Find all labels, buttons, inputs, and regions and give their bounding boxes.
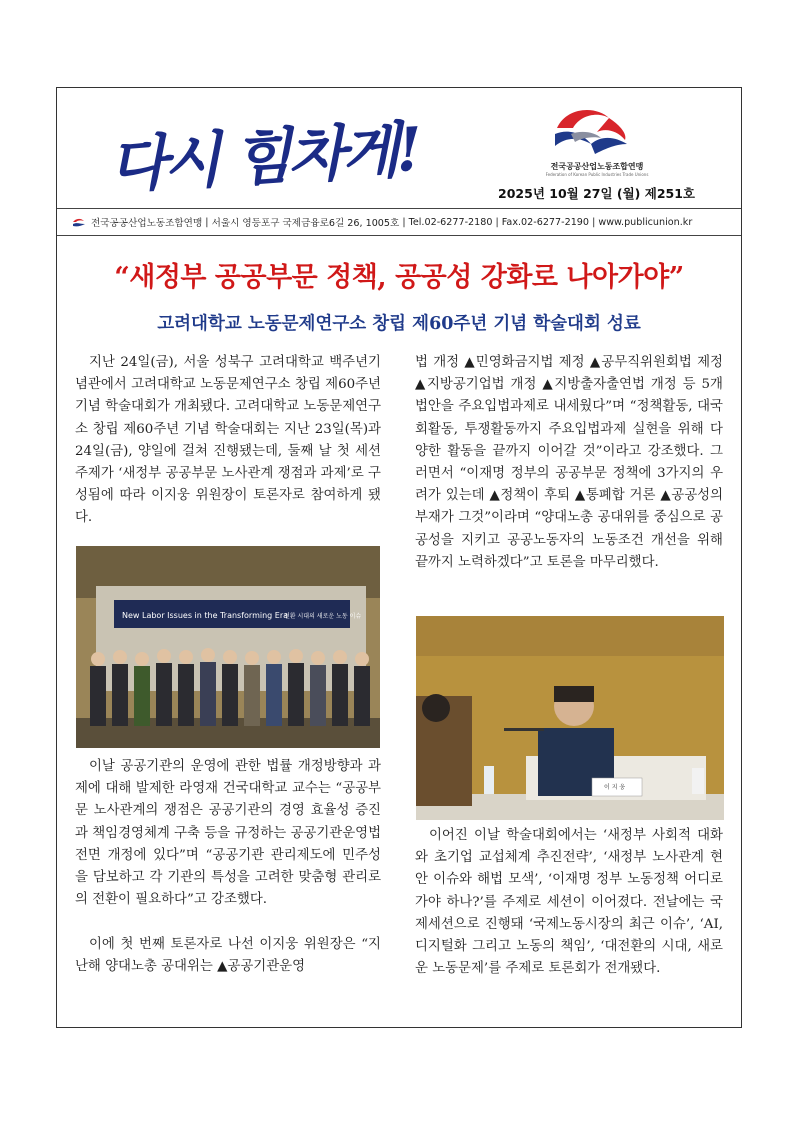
- article-headline: “새정부 공공부문 정책, 공공성 강화로 나아가야”: [114, 262, 684, 293]
- speaker-photo: [416, 616, 724, 820]
- issue-date: 2025년 10월 27일 (월) 제251호: [498, 186, 695, 201]
- org-name-english: Federation of Korean Public Industries Trade Unions: [545, 172, 649, 177]
- contact-bar: 전국공공산업노동조합연맹 | 서울시 영등포구 국제금융로6길 26, 1005호 | Tel.02-6277-2180 | Fax.02-6277-2190 | www.publicunion.kr: [57, 208, 741, 236]
- newsletter-title: 다시 힘차게!: [107, 114, 420, 202]
- photo-banner-text: New Labor Issues in the Transforming Era: [122, 611, 289, 620]
- union-logo-small-icon: [73, 218, 85, 227]
- org-name: 전국공공산업노동조합연맹: [550, 162, 644, 171]
- newsletter-page: [56, 87, 742, 1028]
- photo-banner-subtext: 전환 시대의 새로운 노동 이슈: [284, 613, 362, 620]
- contact-address: 서울시 영등포구 국제금융로6길 26, 1005호: [211, 218, 400, 229]
- contact-tel: Tel.02-6277-2180: [408, 216, 493, 228]
- article-paragraph: 이어진 이날 학술대회에서는 ‘새정부 사회적 대화와 초기업 교섭체계 추진전략’, ‘새정부 노사관계 현안 이슈와 해법 모색’, ‘이재명 정부 노동정책 어디로 가야 하나?’를 주제로 세션이 이어졌다. 전날에는 국제세션으로 진행돼 ‘국제노동시장의 최근 이슈’, ‘AI, 디지털화 그리고 노동의 책임’, ‘대전환의 시대, 새로운 노동문제’를 주제로 토론회가 전개됐다.: [415, 828, 723, 977]
- article-subheadline: 고려대학교 노동문제연구소 창립 제60주년 기념 학술대회 성료: [157, 314, 641, 334]
- union-logo-icon: [551, 104, 631, 156]
- contact-fax: Fax.02-6277-2190: [501, 216, 590, 228]
- symposium-group-photo: [76, 546, 380, 748]
- article-paragraph: 이에 첫 번째 토론자로 나선 이지웅 위원장은 “지난해 양대노총 공대위는 ▲공공기관운영: [75, 937, 381, 975]
- masthead: [57, 88, 741, 208]
- contact-website[interactable]: www.publicunion.kr: [598, 216, 693, 228]
- contact-org: 전국공공산업노동조합연맹: [91, 218, 203, 229]
- speaker-nameplate: 이 지 웅: [604, 784, 626, 791]
- article-paragraph: 법 개정 ▲민영화금지법 제정 ▲공무직위원회법 제정 ▲지방공기업법 개정 ▲지방출자출연법 개정 등 5개 법안을 주요입법과제로 내세웠다”며 “정책활동, 대국회활동, 투쟁활동까지 주요입법과제 실현을 위해 다양한 활동을 끝까지 이어갈 것”이라고 강조했다. 그러면서 “이재명 정부의 공공부문 정책에 3가지의 우려가 있는데 ▲정책이 후퇴 ▲통폐합 거론 ▲공공성의 부재가 그것”이라며 “양대노총 공대위를 중심으로 공공성을 지키고 공공노동자의 노동조건 개선을 위해 끝까지 노력하겠다”고 토론을 마무리했다.: [415, 355, 723, 570]
- article-paragraph: 지난 24일(금), 서울 성북구 고려대학교 백주년기념관에서 고려대학교 노동문제연구소 창립 제60주년 기념 학술대회가 개최됐다. 고려대학교 노동문제연구소 창립 제60주년 기념 학술대회는 지난 23일(목)과 24일(금), 양일에 걸쳐 진행됐는데, 둘째 날 첫 세션 주제가 ‘새정부 공공부문 노사관계 쟁점과 과제’로 구성됨에 따라 이지웅 위원장이 토론자로 참여하게 됐다.: [75, 355, 381, 526]
- article-paragraph: 이날 공공기관의 운영에 관한 법률 개정방향과 과제에 대해 발제한 라영재 건국대학교 교수는 “공공부문 노사관계의 쟁점은 공공기관의 경영 효율성 증진과 책임경영체계 구축 등을 규정하는 공공기관운영법 전면 개정에 있다”며 “공공기관 관리제도에 민주성을 담보하고 각 기관의 특성을 고려한 맞춤형 관리로의 전환이 필요하다”고 강조했다.: [75, 759, 381, 908]
